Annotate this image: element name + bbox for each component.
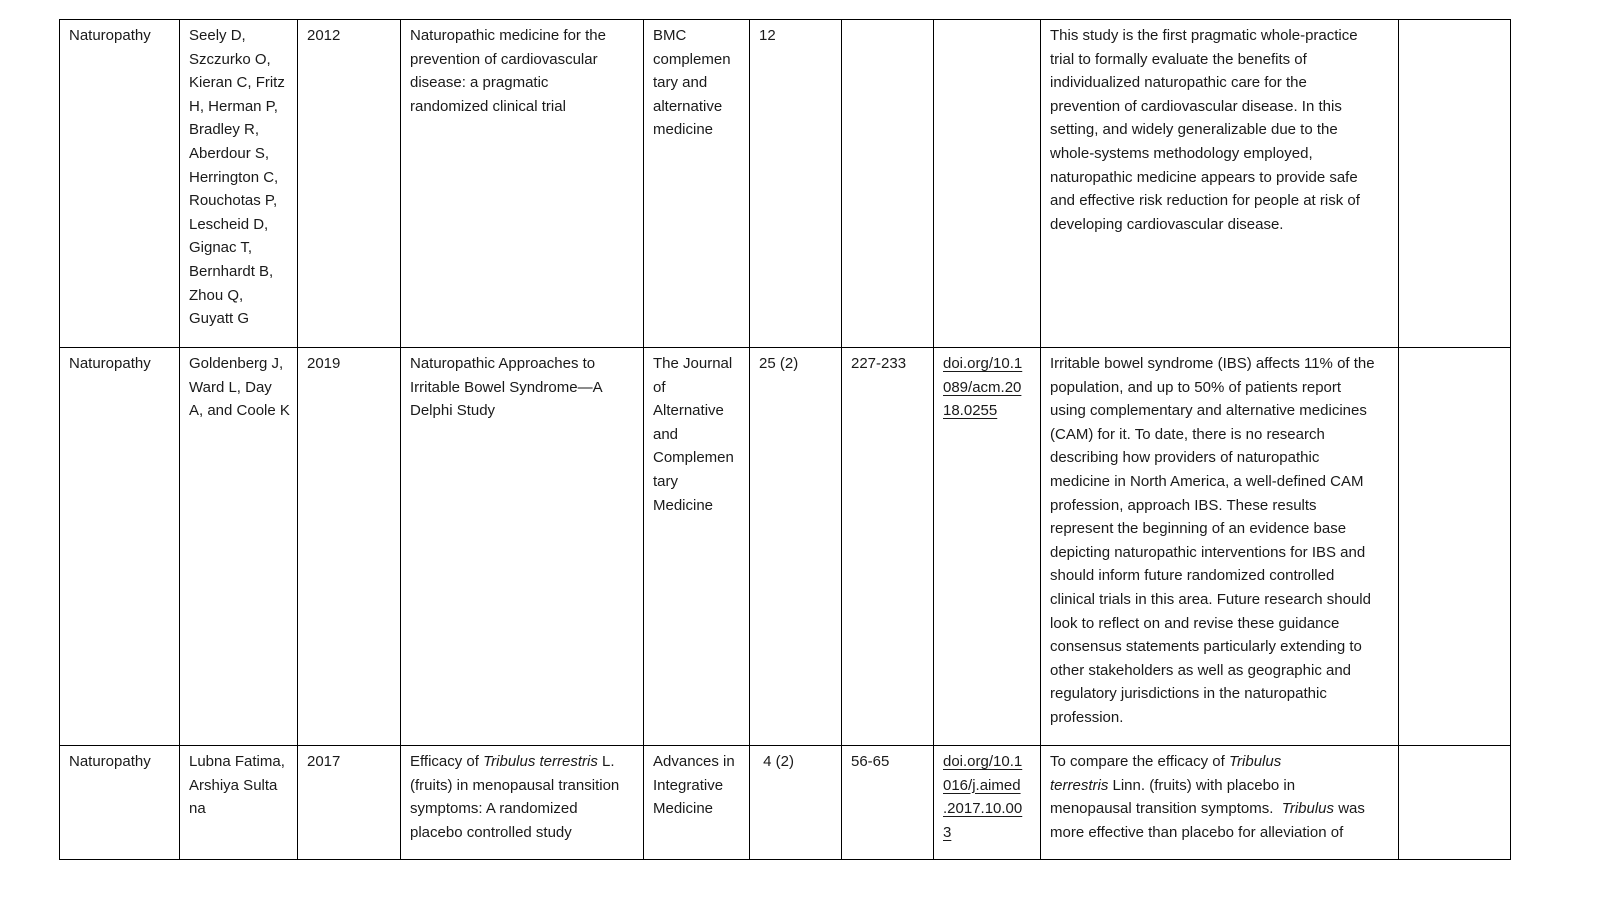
journal-line: Complemen bbox=[653, 449, 734, 467]
author-line: Bernhardt B, bbox=[189, 262, 274, 280]
table-row bbox=[60, 20, 1511, 348]
year-cell bbox=[298, 746, 401, 860]
summary-text: menopausal transition symptoms. bbox=[1050, 800, 1282, 818]
title-line: prevention of cardiovascular bbox=[410, 50, 598, 68]
doi-line: doi.org/10.1 bbox=[943, 355, 1023, 372]
volume-text: 25 (2) bbox=[759, 355, 799, 372]
title-line bbox=[410, 750, 635, 774]
year-cell bbox=[298, 20, 401, 348]
summary-text: was bbox=[1334, 800, 1365, 818]
author-line: Ward L, Day bbox=[189, 378, 272, 396]
table-row bbox=[60, 348, 1511, 746]
journal-cell bbox=[644, 20, 750, 348]
volume-text: 4 (2) bbox=[759, 753, 795, 770]
volume-text: 12 bbox=[759, 27, 776, 44]
title-line: Delphi Study bbox=[410, 402, 496, 420]
doi-line: 3 bbox=[943, 823, 952, 841]
title-cell bbox=[401, 348, 644, 746]
author-line: Lescheid D, bbox=[189, 215, 269, 233]
title-line: symptoms: A randomized bbox=[410, 800, 578, 818]
pages-cell bbox=[842, 746, 934, 860]
notes-cell bbox=[1399, 746, 1511, 860]
summary-line: developing cardiovascular disease. bbox=[1050, 215, 1284, 233]
title-line: (fruits) in menopausal transition bbox=[410, 776, 620, 794]
summary-cell bbox=[1041, 746, 1399, 860]
journal-line: Integrative bbox=[653, 776, 724, 794]
doi-line: 016/j.aimed bbox=[943, 776, 1021, 794]
title-line: placebo controlled study bbox=[410, 823, 572, 841]
pages-cell bbox=[842, 348, 934, 746]
journal-line: BMC bbox=[653, 27, 687, 44]
summary-line: whole-systems methodology employed, bbox=[1050, 144, 1313, 162]
doi-cell bbox=[934, 348, 1041, 746]
title-text: L. bbox=[597, 753, 615, 770]
journal-line: and bbox=[653, 425, 679, 443]
author-line: na bbox=[189, 800, 206, 818]
authors-cell bbox=[180, 746, 298, 860]
volume-cell bbox=[750, 746, 842, 860]
category-cell bbox=[60, 746, 180, 860]
authors-cell bbox=[180, 20, 298, 348]
summary-line: other stakeholders as well as geographic and bbox=[1050, 661, 1352, 679]
journal-line: of bbox=[653, 378, 666, 396]
volume-cell bbox=[750, 20, 842, 348]
title-line: Naturopathic Approaches to bbox=[410, 355, 596, 372]
journal-line: tary and bbox=[653, 74, 708, 92]
doi-link[interactable] bbox=[943, 352, 1032, 423]
year-text: 2012 bbox=[307, 27, 341, 44]
volume-cell bbox=[750, 348, 842, 746]
summary-line: look to reflect on and revise these guidance bbox=[1050, 614, 1340, 632]
summary-line: This study is the first pragmatic whole-practice bbox=[1050, 27, 1358, 44]
summary-line: more effective than placebo for alleviation of bbox=[1050, 823, 1344, 841]
summary-line: naturopathic medicine appears to provide safe bbox=[1050, 168, 1358, 186]
journal-line: Medicine bbox=[653, 800, 714, 818]
journal-line: The Journal bbox=[653, 355, 733, 372]
category-text: Naturopathy bbox=[69, 355, 151, 372]
pages-cell bbox=[842, 20, 934, 348]
author-line: Zhou Q, bbox=[189, 286, 244, 304]
journal-line: complemen bbox=[653, 50, 731, 68]
category-cell bbox=[60, 348, 180, 746]
title-line: Irritable Bowel Syndrome—A bbox=[410, 378, 603, 396]
notes-cell bbox=[1399, 20, 1511, 348]
author-line: Rouchotas P, bbox=[189, 192, 278, 210]
journal-line: Alternative bbox=[653, 402, 724, 420]
summary-line: individualized naturopathic care for the bbox=[1050, 74, 1307, 92]
author-line: Seely D, bbox=[189, 27, 246, 44]
author-line: Herrington C, bbox=[189, 168, 279, 186]
summary-cell bbox=[1041, 20, 1399, 348]
author-line: Arshiya Sulta bbox=[189, 776, 278, 794]
summary-line: setting, and widely generalizable due to the bbox=[1050, 121, 1338, 139]
title-line: Naturopathic medicine for the bbox=[410, 27, 606, 44]
summary-line bbox=[1050, 797, 1390, 821]
summary-text: Linn. (fruits) with placebo in bbox=[1108, 776, 1296, 794]
author-line: Lubna Fatima, bbox=[189, 753, 285, 770]
pages-text: 56-65 bbox=[851, 753, 890, 770]
author-line: Guyatt G bbox=[189, 310, 250, 328]
summary-line: medicine in North America, a well-defined CAM bbox=[1050, 472, 1364, 490]
category-text: Naturopathy bbox=[69, 753, 151, 770]
category-text: Naturopathy bbox=[69, 27, 151, 44]
summary-italic: Tribulus bbox=[1281, 800, 1335, 818]
summary-line bbox=[1050, 774, 1390, 798]
summary-line: prevention of cardiovascular disease. In this bbox=[1050, 97, 1342, 115]
title-line: randomized clinical trial bbox=[410, 97, 566, 115]
summary-line: describing how providers of naturopathic bbox=[1050, 449, 1320, 467]
journal-line: alternative bbox=[653, 97, 723, 115]
summary-line: Irritable bowel syndrome (IBS) affects 11% of the bbox=[1050, 355, 1375, 372]
author-line: Szczurko O, bbox=[189, 50, 271, 68]
summary-line: should inform future randomized controlled bbox=[1050, 567, 1335, 585]
journal-line: tary bbox=[653, 472, 679, 490]
title-cell bbox=[401, 20, 644, 348]
category-cell bbox=[60, 20, 180, 348]
author-line: Bradley R, bbox=[189, 121, 260, 139]
title-line: disease: a pragmatic bbox=[410, 74, 549, 92]
pages-text: 227-233 bbox=[851, 355, 907, 372]
doi-line: 18.0255 bbox=[943, 402, 998, 420]
summary-text: To compare the efficacy of bbox=[1050, 753, 1229, 770]
summary-italic: terrestris bbox=[1050, 776, 1109, 794]
journal-cell bbox=[644, 746, 750, 860]
doi-cell bbox=[934, 746, 1041, 860]
title-text: Efficacy of bbox=[410, 753, 484, 770]
summary-line: using complementary and alternative medicines bbox=[1050, 402, 1367, 420]
journal-line: Medicine bbox=[653, 496, 714, 514]
summary-line: profession. bbox=[1050, 708, 1124, 726]
references-table bbox=[59, 19, 1511, 860]
author-line: A, and Coole K bbox=[189, 402, 290, 420]
summary-line: and effective risk reduction for people at risk of bbox=[1050, 192, 1360, 210]
author-line: Kieran C, Fritz bbox=[189, 74, 285, 92]
summary-line: depicting naturopathic interventions for IBS and bbox=[1050, 543, 1366, 561]
year-text: 2017 bbox=[307, 753, 341, 770]
summary-line: (CAM) for it. To date, there is no research bbox=[1050, 425, 1325, 443]
summary-cell bbox=[1041, 348, 1399, 746]
journal-line: Advances in bbox=[653, 753, 735, 770]
title-cell bbox=[401, 746, 644, 860]
author-line: Goldenberg J, bbox=[189, 355, 284, 372]
summary-line: population, and up to 50% of patients report bbox=[1050, 378, 1342, 396]
doi-link[interactable] bbox=[943, 750, 1032, 844]
doi-line: 089/acm.20 bbox=[943, 378, 1022, 396]
year-cell bbox=[298, 348, 401, 746]
doi-line: .2017.10.00 bbox=[943, 800, 1023, 818]
journal-cell bbox=[644, 348, 750, 746]
summary-line: profession, approach IBS. These results bbox=[1050, 496, 1317, 514]
author-line: Gignac T, bbox=[189, 239, 253, 257]
doi-line: doi.org/10.1 bbox=[943, 753, 1023, 770]
summary-line: trial to formally evaluate the benefits of bbox=[1050, 50, 1307, 68]
year-text: 2019 bbox=[307, 355, 341, 372]
notes-cell bbox=[1399, 348, 1511, 746]
summary-line: clinical trials in this area. Future research should bbox=[1050, 590, 1371, 608]
author-line: Aberdour S, bbox=[189, 144, 270, 162]
title-italic: Tribulus terrestris bbox=[483, 753, 598, 770]
summary-italic: Tribulus bbox=[1228, 753, 1282, 770]
authors-cell bbox=[180, 348, 298, 746]
summary-line bbox=[1050, 750, 1390, 774]
table-row bbox=[60, 746, 1511, 860]
summary-line: regulatory jurisdictions in the naturopathic bbox=[1050, 685, 1327, 703]
author-line: H, Herman P, bbox=[189, 97, 278, 115]
doi-cell bbox=[934, 20, 1041, 348]
summary-line: represent the beginning of an evidence base bbox=[1050, 520, 1347, 538]
journal-line: medicine bbox=[653, 121, 714, 139]
summary-line: consensus statements particularly extending to bbox=[1050, 638, 1362, 656]
